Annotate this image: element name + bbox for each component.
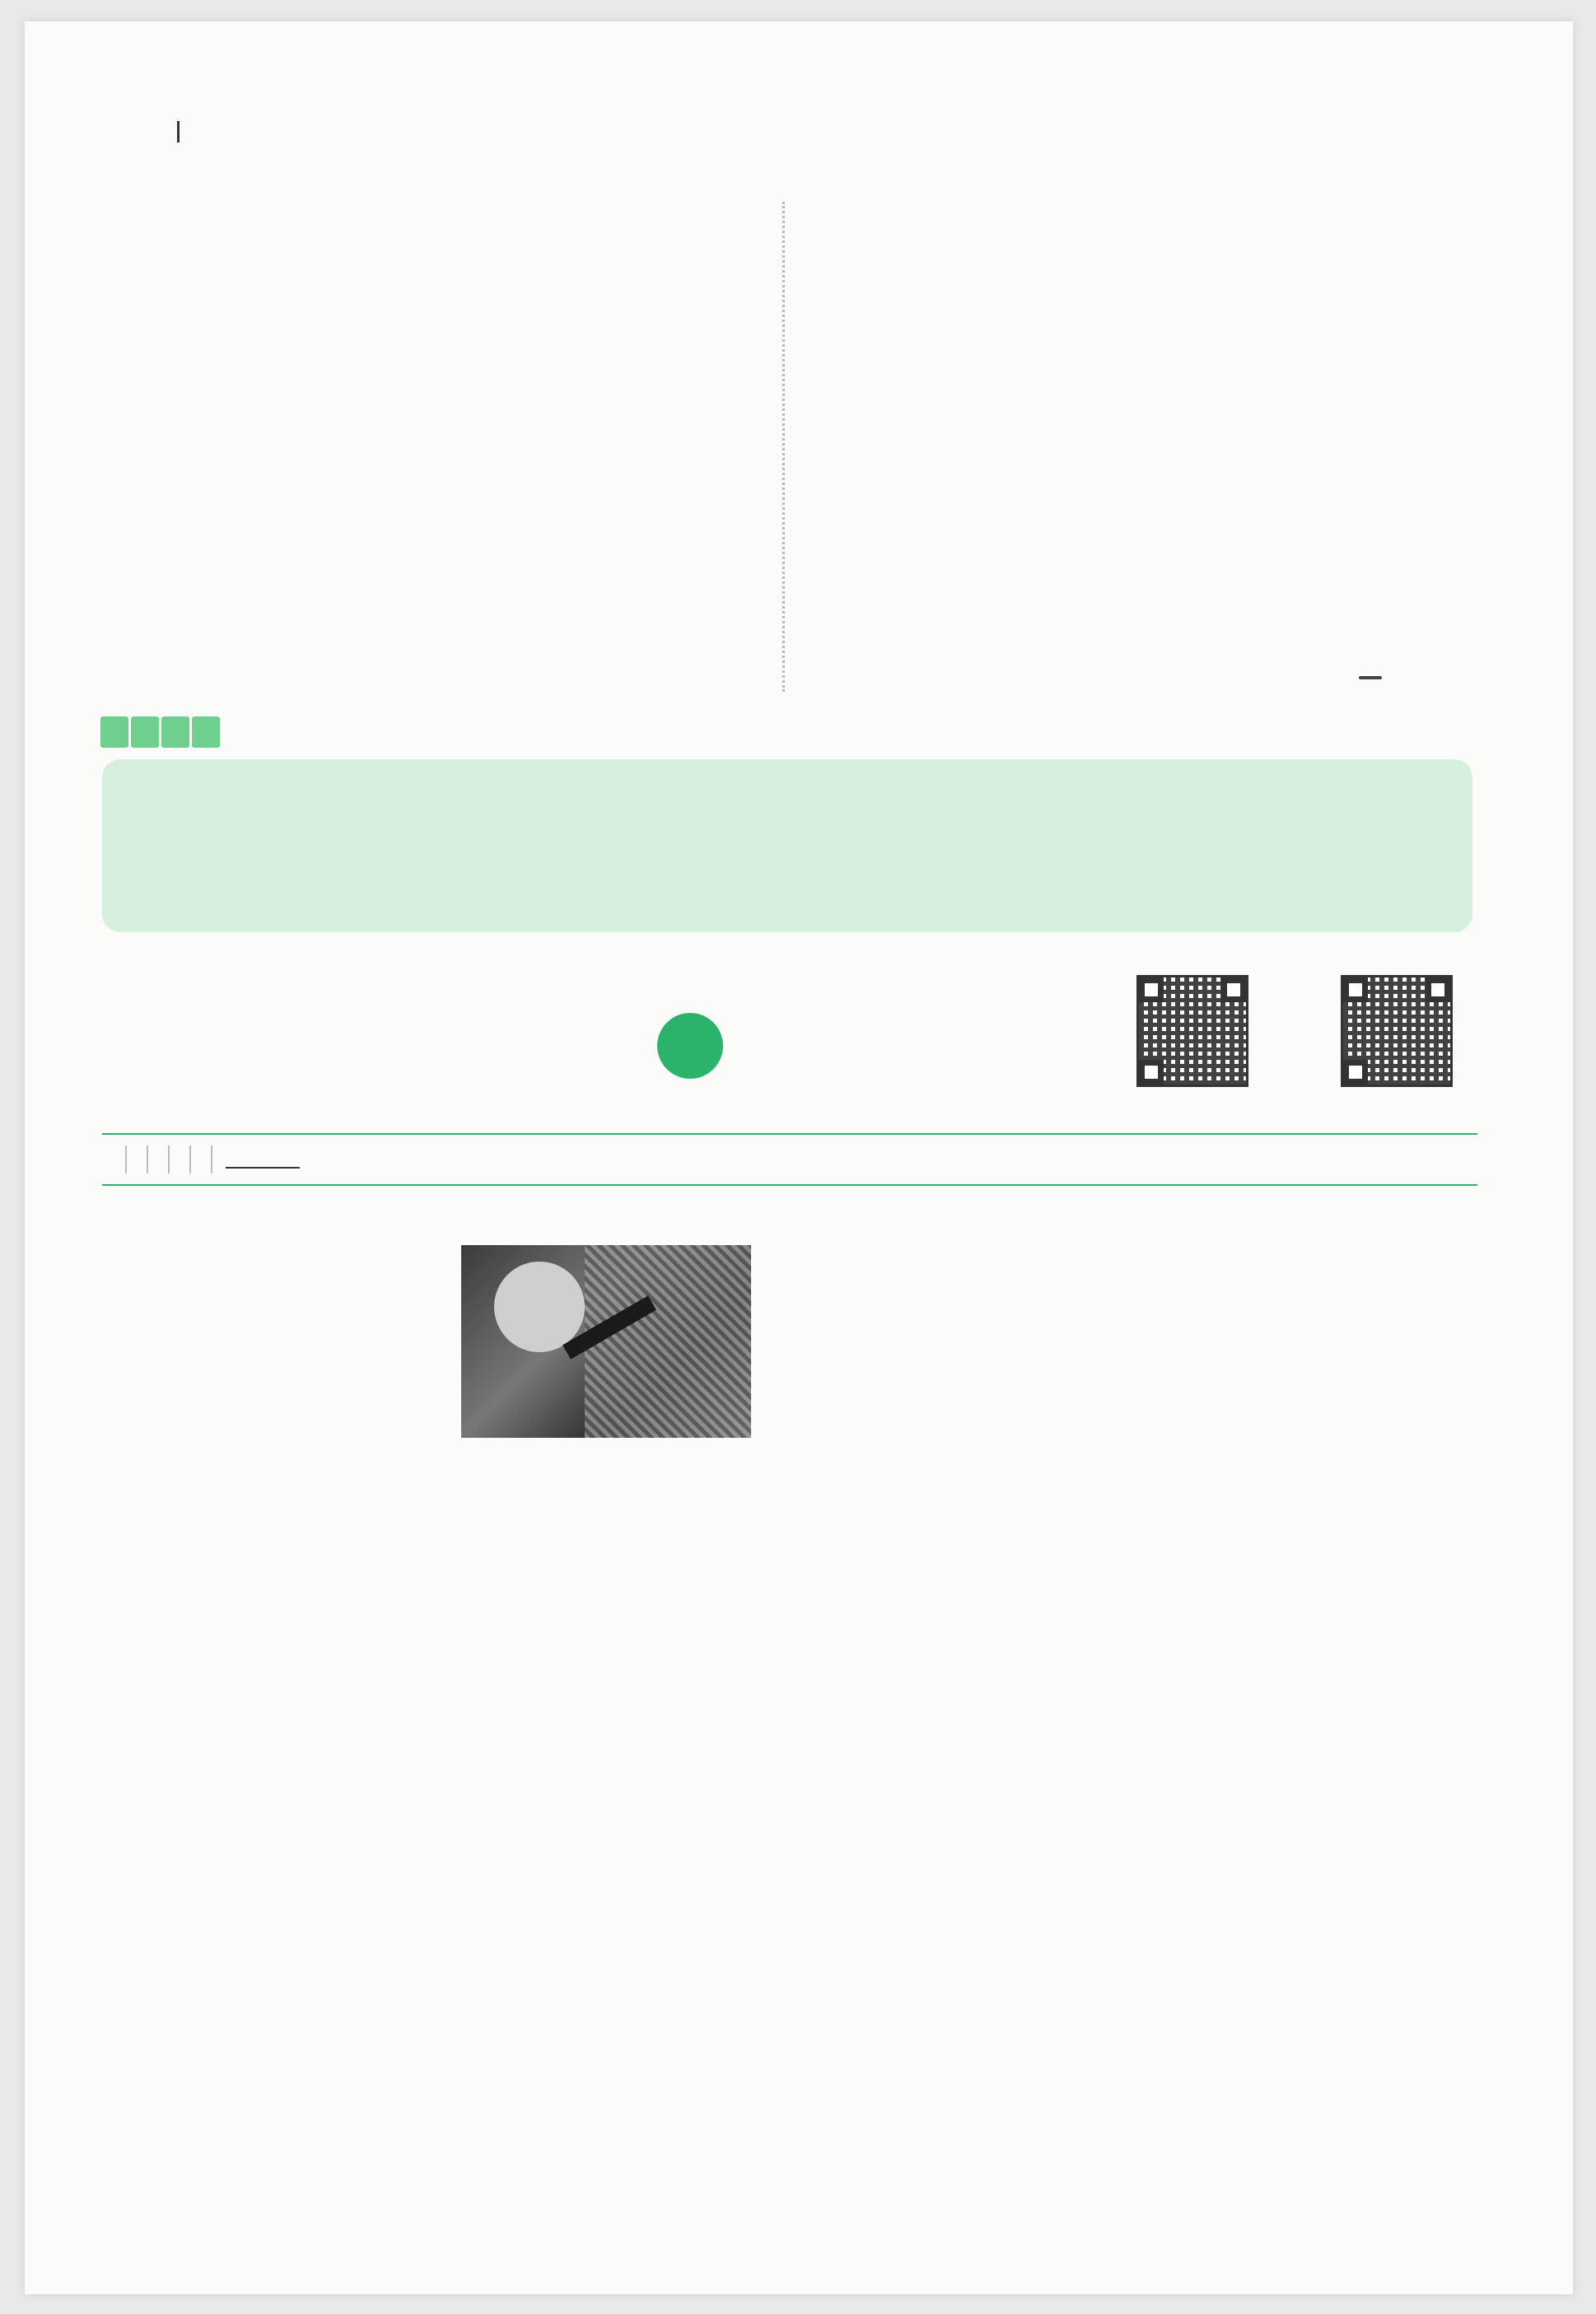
section-badge [657,1013,723,1079]
vocab-label-char [161,716,189,748]
column-divider [782,202,785,692]
vocab-label-char [192,716,220,748]
header-divider [177,121,180,142]
answer-tag [1359,676,1369,679]
accuracy-blank[interactable] [226,1150,300,1169]
vocab-box [102,759,1472,932]
qr-code-translation[interactable] [1136,975,1248,1087]
vocab-label [100,716,220,748]
answer-page [1369,676,1382,679]
vocab-label-char [100,716,128,748]
vocab-label-char [131,716,159,748]
passage-photo [461,1245,751,1438]
passage-meta-bar [102,1133,1477,1186]
answer-reference[interactable] [1359,664,1382,692]
qr-code-video[interactable] [1341,975,1453,1087]
